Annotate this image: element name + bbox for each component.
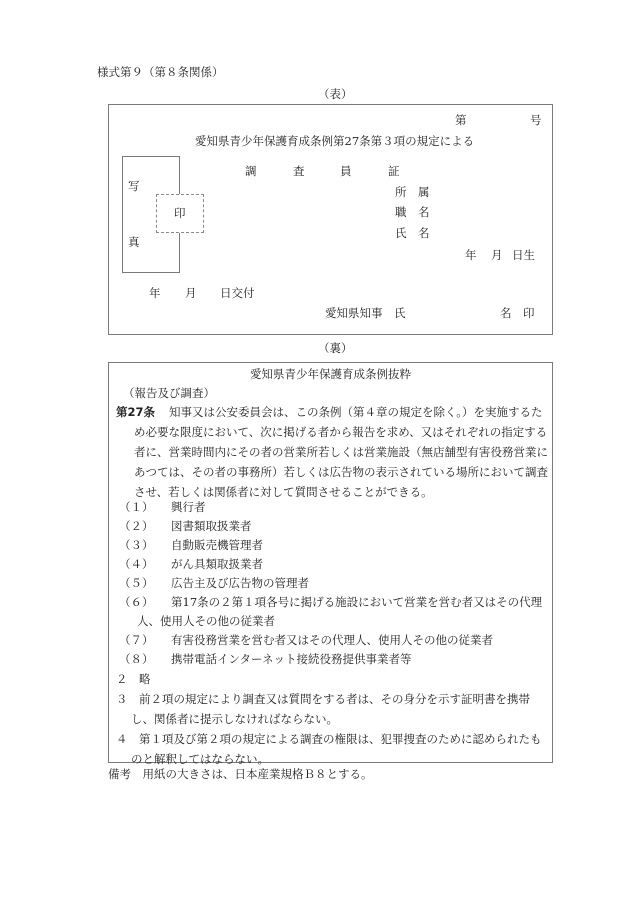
basis-text: 愛知県青少年保護育成条例第27条第３項の規定による — [195, 134, 475, 148]
article-line: 知事又は公安委員会は、この条例（第４章の規定を除く。）を実施するた — [169, 405, 543, 419]
title-char-2: 査 — [293, 164, 305, 178]
paragraph-number: ２ — [116, 672, 128, 686]
back-heading: （裏） — [318, 341, 353, 355]
paragraph-text: のと解釈してはならない。 — [131, 752, 269, 766]
issue-month: 月 — [185, 286, 197, 300]
item-number: （５） — [119, 576, 154, 590]
article-line: させ、若しくは関係者に対して質問させることができる。 — [134, 485, 433, 499]
item-text: 人、使用人その他の従業者 — [137, 614, 275, 628]
item-text: 携帯電話インターネット接続役務提供事業者等 — [171, 652, 412, 666]
section-caption: （報告及び調査） — [123, 386, 215, 400]
paragraph-text: 前２項の規定により調査又は質問をする者は、その身分を示す証明書を携帯 — [139, 692, 530, 706]
number-prefix: 第 — [455, 113, 467, 127]
paragraph-text: 略 — [139, 672, 151, 686]
birth-day: 日生 — [512, 248, 535, 262]
item-text: がん具類取扱業者 — [171, 557, 263, 571]
item-number: （６） — [119, 595, 154, 609]
issue-year: 年 — [149, 286, 161, 300]
title-char-1: 調 — [245, 164, 257, 178]
title-char-4: 証 — [388, 164, 400, 178]
item-number: （３） — [119, 538, 154, 552]
field-name: 氏 名 — [395, 226, 430, 240]
footnote: 備考 用紙の大きさは、日本産業規格Ｂ８とする。 — [108, 767, 373, 781]
item-number: （４） — [119, 557, 154, 571]
paragraph-text: し、関係者に提示しなければならない。 — [131, 712, 338, 726]
item-text: 図書類取扱業者 — [171, 519, 252, 533]
paragraph-text: 第１項及び第２項の規定による調査の権限は、犯罪捜査のために認められたも — [139, 732, 542, 746]
item-text: 第17条の２第１項各号に掲げる施設において営業を営む者又はその代理 — [171, 595, 543, 609]
birth-month: 月 — [491, 248, 503, 262]
item-number: （１） — [119, 500, 154, 514]
seal-area — [156, 194, 204, 233]
article-line: あつては、その者の事務所）若しくは広告物の表示されている場所において調査 — [134, 465, 548, 479]
article-line: 者に、営業時間内にその者の営業所若しくは営業施設（無店舗型有害役務営業に — [134, 445, 548, 459]
number-suffix: 号 — [530, 113, 542, 127]
title-char-3: 員 — [340, 164, 352, 178]
item-text: 広告主及び広告物の管理者 — [171, 576, 309, 590]
paragraph-number: ３ — [116, 692, 128, 706]
article-line: め必要な限度において、次に掲げる者から報告を求め、又はそれぞれの指定する — [134, 425, 548, 439]
item-text: 有害役務営業を営む者又はその代理人、使用人その他の従業者 — [171, 633, 493, 647]
item-number: （７） — [119, 633, 154, 647]
photo-label-top: 写 — [128, 179, 140, 193]
birth-year: 年 — [465, 248, 477, 262]
seal-label: 印 — [174, 206, 186, 220]
item-number: （２） — [119, 519, 154, 533]
paragraph-number: ４ — [116, 732, 128, 746]
issuer-name-seal: 名 印 — [500, 306, 535, 320]
front-heading: （表） — [318, 87, 353, 101]
item-text: 興行者 — [171, 500, 206, 514]
issue-day: 日交付 — [220, 286, 255, 300]
item-number: （８） — [119, 652, 154, 666]
field-affiliation: 所 属 — [395, 185, 430, 199]
photo-label-bottom: 真 — [128, 235, 140, 249]
issuer-label: 愛知県知事 氏 — [325, 306, 406, 320]
field-position: 職 名 — [395, 205, 430, 219]
back-card — [108, 362, 553, 766]
item-text: 自動販売機管理者 — [171, 538, 263, 552]
back-title: 愛知県青少年保護育成条例抜粋 — [250, 367, 411, 381]
form-label: 様式第９（第８条関係） — [97, 65, 224, 79]
article-label: 第27条 — [116, 405, 156, 419]
front-card — [108, 104, 553, 335]
